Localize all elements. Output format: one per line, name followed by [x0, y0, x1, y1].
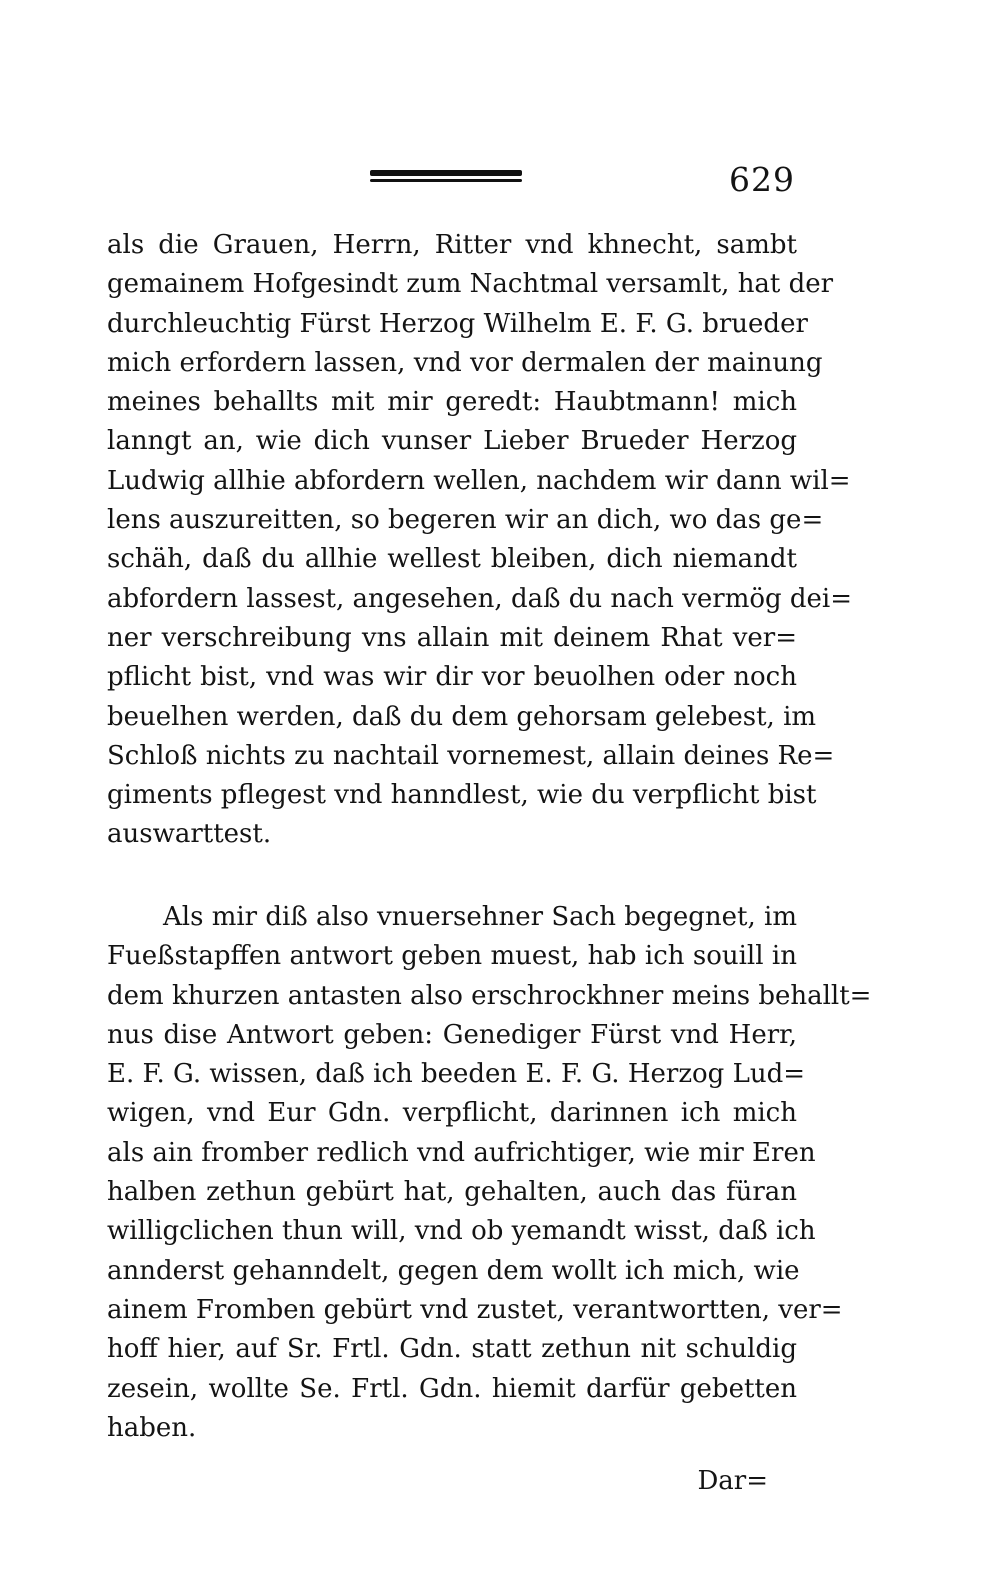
text-line: gemainem Hofgesindt zum Nachtmal versamlt, hat der: [107, 269, 834, 300]
rule-thin-line: [370, 179, 522, 182]
paragraph-1: [107, 226, 853, 855]
text-line: mich erfordern lassen, vnd vor dermalen der mainung: [107, 347, 823, 378]
text-line: nus dise Antwort geben: Genediger Fürst vnd Herr,: [107, 1019, 797, 1050]
text-line: dem khurzen antasten also erschrockhner meins behallt=: [107, 980, 872, 1011]
text-line: zesein, wollte Se. Frtl. Gdn. hiemit darfür gebetten: [107, 1373, 797, 1404]
text-line: auswarttest.: [107, 819, 272, 850]
text-line: Fueßstapffen antwort geben muest, hab ich souill in: [107, 941, 797, 972]
text-line: pflicht bist, vnd was wir dir vor beuolhen oder noch: [107, 662, 797, 693]
text-line: haben.: [107, 1412, 197, 1443]
header-ornament-rule: [370, 170, 522, 182]
text-line: Ludwig allhie abfordern wellen, nachdem wir dann wil=: [107, 465, 851, 496]
text-line: E. F. G. wissen, daß ich beeden E. F. G. Herzog Lud=: [107, 1059, 806, 1090]
text-line: schäh, daß du allhie wellest bleiben, dich niemandt: [107, 544, 797, 575]
text-line: ner verschreibung vns allain mit deinem Rhat ver=: [107, 622, 797, 653]
catchword: Dar=: [697, 1466, 768, 1496]
paragraph-2: [107, 898, 872, 1448]
text-line: Schloß nichts zu nachtail vornemest, allain deines Re=: [107, 740, 835, 771]
page-number: 629: [729, 160, 795, 199]
text-line: als ain fromber redlich vnd aufrichtiger, wie mir Eren: [107, 1137, 816, 1168]
text-line: giments pflegest vnd hanndlest, wie du verpflicht bist: [107, 780, 817, 811]
text-line: willigclichen thun will, vnd ob yemandt wisst, daß ich: [107, 1216, 816, 1247]
text-line: meines behallts mit mir geredt: Haubtmann! mich: [107, 387, 797, 418]
text-line: wigen, vnd Eur Gdn. verpflicht, darinnen ich mich: [107, 1098, 797, 1129]
text-line: halben zethun gebürt hat, gehalten, auch das füran: [107, 1177, 797, 1208]
rule-thick-line: [370, 170, 522, 176]
text-line: als die Grauen, Herrn, Ritter vnd khnecht, sambt: [107, 230, 797, 260]
text-line: annderst gehanndelt, gegen dem wollt ich mich, wie: [107, 1255, 800, 1286]
text-line: lanngt an, wie dich vunser Lieber Brueder Herzog: [107, 426, 797, 457]
text-line: lens auszureitten, so begeren wir an dich, wo das ge=: [107, 505, 824, 536]
text-line: Als mir diß also vnuersehner Sach begegnet, im: [163, 902, 797, 932]
text-line: beuelhen werden, daß du dem gehorsam gelebest, im: [107, 701, 817, 732]
text-line: durchleuchtig Fürst Herzog Wilhelm E. F. G. brueder: [107, 308, 808, 339]
text-line: ainem Fromben gebürt vnd zustet, verantwortten, ver=: [107, 1294, 843, 1325]
text-line: abfordern lassest, angesehen, daß du nach vermög dei=: [107, 583, 853, 614]
text-line: hoff hier, auf Sr. Frtl. Gdn. statt zethun nit schuldig: [107, 1334, 797, 1365]
